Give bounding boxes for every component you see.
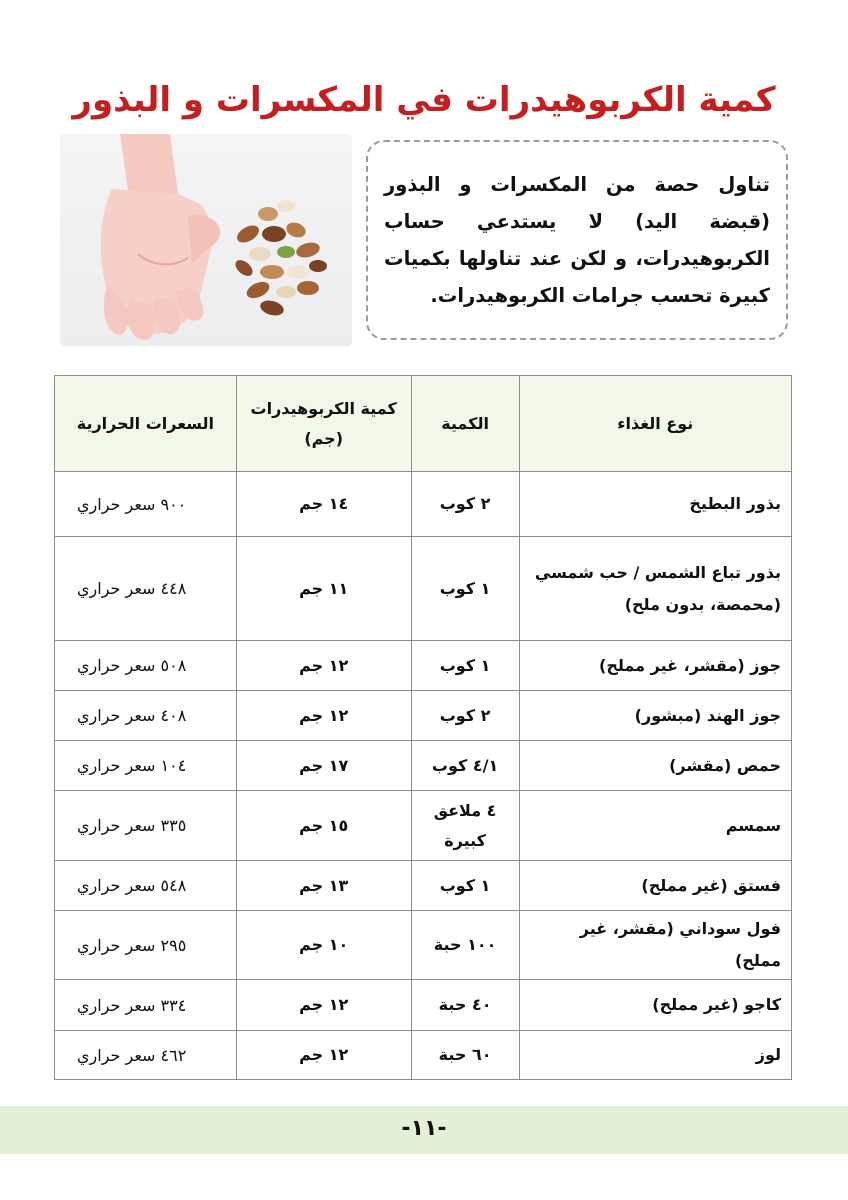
table-row [55, 911, 792, 980]
header-calories: السعرات الحرارية [55, 376, 237, 472]
food-cell: فستق (غير مملح) [519, 861, 791, 911]
calories-cell: ٤٤٨ سعر حراري [55, 537, 237, 641]
calories-cell: ٩٠٠ سعر حراري [55, 472, 237, 537]
quantity-cell: ٤/١ كوب [411, 741, 519, 791]
carbs-table [54, 375, 792, 1080]
calories-cell: ٥٤٨ سعر حراري [55, 861, 237, 911]
calories-cell: ١٠٤ سعر حراري [55, 741, 237, 791]
header-carbs-line1: كمية الكربوهيدرات [250, 398, 397, 418]
quantity-cell: ١ كوب [411, 861, 519, 911]
food-cell: فول سوداني (مقشر، غير مملح) [519, 911, 791, 980]
page-number: -١١- [401, 1116, 447, 1141]
carbs-cell: ١٢ جم [236, 980, 411, 1031]
header-quantity: الكمية [411, 376, 519, 472]
table-row [55, 537, 792, 641]
table-row [55, 691, 792, 741]
food-cell: جوز (مقشر، غير مملح) [519, 641, 791, 691]
intro-box [366, 140, 788, 340]
quantity-cell: ٢ كوب [411, 691, 519, 741]
food-cell: بذور تباع الشمس / حب شمسي (محمصة، بدون ملح) [519, 537, 791, 641]
carbs-cell: ١٧ جم [236, 741, 411, 791]
food-cell: جوز الهند (مبشور) [519, 691, 791, 741]
carbs-cell: ١٢ جم [236, 691, 411, 741]
quantity-cell: ١ كوب [411, 641, 519, 691]
food-cell: كاجو (غير مملح) [519, 980, 791, 1031]
food-cell: حمص (مقشر) [519, 741, 791, 791]
page-title: كمية الكربوهيدرات في المكسرات و البذور [72, 80, 776, 120]
quantity-cell: ٤٠ حبة [411, 980, 519, 1031]
carbs-cell: ١١ جم [236, 537, 411, 641]
header-carbs [236, 376, 411, 472]
food-cell: لوز [519, 1031, 791, 1080]
calories-cell: ٢٩٥ سعر حراري [55, 911, 237, 980]
table-row [55, 980, 792, 1031]
carbs-cell: ١٣ جم [236, 861, 411, 911]
carbs-cell: ١٢ جم [236, 1031, 411, 1080]
calories-cell: ٥٠٨ سعر حراري [55, 641, 237, 691]
header-food: نوع الغذاء [519, 376, 791, 472]
table-row [55, 641, 792, 691]
quantity-cell: ٤ ملاعق كبيرة [411, 791, 519, 861]
carbs-cell: ١٤ جم [236, 472, 411, 537]
quantity-cell: ١٠٠ حبة [411, 911, 519, 980]
table-row [55, 472, 792, 537]
table-row [55, 1031, 792, 1080]
hand-with-nuts-photo [60, 134, 352, 346]
calories-cell: ٣٣٥ سعر حراري [55, 791, 237, 861]
table-row [55, 741, 792, 791]
table-row [55, 791, 792, 861]
food-cell: سمسم [519, 791, 791, 861]
intro-text: تناول حصة من المكسرات و البذور (قبضة اليد) لا يستدعي حساب الكربوهيدرات، و لكن عند تناولها بكميات كبيرة تحسب جرامات الكربوهيدرات. [384, 173, 770, 307]
quantity-cell: ٦٠ حبة [411, 1031, 519, 1080]
quantity-cell: ١ كوب [411, 537, 519, 641]
quantity-cell: ٢ كوب [411, 472, 519, 537]
calories-cell: ٤٠٨ سعر حراري [55, 691, 237, 741]
food-cell: بذور البطيخ [519, 472, 791, 537]
carbs-cell: ١٢ جم [236, 641, 411, 691]
table-row [55, 861, 792, 911]
calories-cell: ٣٣٤ سعر حراري [55, 980, 237, 1031]
calories-cell: ٤٦٢ سعر حراري [55, 1031, 237, 1080]
carbs-cell: ١٥ جم [236, 791, 411, 861]
table-header-row [55, 376, 792, 472]
carbs-cell: ١٠ جم [236, 911, 411, 980]
header-carbs-line2: (جم) [304, 428, 344, 448]
